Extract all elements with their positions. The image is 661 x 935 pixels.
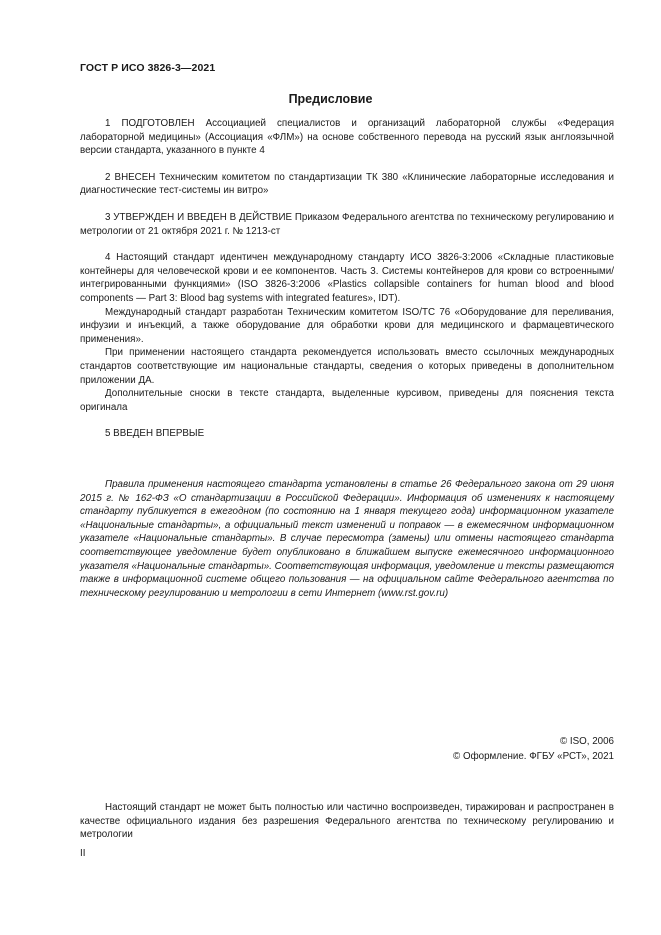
preface-item-2: 2 ВНЕСЕН Техническим комитетом по стандартизации ТК 380 «Клинические лабораторные исследования и диагностические тест-системы ин витро» (80, 171, 614, 197)
preface-item-5: 5 ВВЕДЕН ВПЕРВЫЕ (105, 428, 205, 440)
preface-body (80, 117, 614, 441)
copyright-design: © Оформление. ФГБУ «РСТ», 2021 (453, 750, 614, 762)
preface-item-4-footnote-info: Дополнительные сноски в тексте стандарта, выделенные курсивом, приведены для пояснения текста оригинала (80, 388, 614, 413)
standard-code-header: ГОСТ Р ИСО 3826-3—2021 (80, 62, 216, 74)
copyright-iso: © ISO, 2006 (559, 736, 614, 747)
copyright-block (453, 735, 614, 764)
preface-item-3: 3 УТВЕРЖДЕН И ВВЕДЕН В ДЕЙСТВИЕ Приказом Федерального агентства по техническому регулированию и метрологии от 21 октября 2021 г. № 1213-ст (80, 211, 614, 237)
page-title: Предисловие (288, 92, 373, 106)
preface-item-4-reference-info: При применении настоящего стандарта рекомендуется использовать вместо ссылочных международных стандартов соответствующие им национальные стандарты, сведения о которых приведены в дополнительном приложении ДА. (80, 347, 614, 386)
preface-item-4-tc-info: Международный стандарт разработан Техническим комитетом ISO/TC 76 «Оборудование для переливания, инфузии и инъекций, а также оборудование для обработки крови для медицинского и фармацевтического применения». (80, 306, 614, 345)
usage-rules-notice: Правила применения настоящего стандарта установлены в статье 26 Федерального закона от 29 июня 2015 г. № 162-ФЗ «О стандартизации в Российской Федерации». Информация об изменениях к настоящему стандарту публикуется в ежегодном (по состоянию на 1 января текущего года) информационном указателе «Национальные стандарты», а официальный текст изменений и поправок — в ежемесячном информационном указателе «Национальные стандарты». В случае пересмотра (замены) или отмены настоящего стандарта соответствующее уведомление будет опубликовано в ближайшем выпуске ежемесячного информационного указателя «Национальные стандарты». Соответствующая информация, уведомление и тексты размещаются также в информационной системе общего пользования — на официальном сайте Федерального агентства по техническому регулированию и метрологии в сети Интернет (www.rst.gov.ru) (80, 479, 614, 599)
reprint-notice: Настоящий стандарт не может быть полностью или частично воспроизведен, тиражирован и распространен в качестве официального издания без разрешения Федерального агентства по техническому регулированию и метрологии (80, 802, 614, 841)
preface-item-4: 4 Настоящий стандарт идентичен международному стандарту ИСО 3826-3:2006 «Складные пластиковые контейнеры для человеческой крови и ее компонентов. Часть 3. Системы контейнеров для крови со встроенными/интегрированными функциями» (ISO 3826-3:2006 «Plastics collapsible containers for human blood and blood components — Part 3: Blood bag systems with integrated features», IDT). (80, 252, 614, 304)
preface-item-1: 1 ПОДГОТОВЛЕН Ассоциацией специалистов и организаций лабораторной службы «Федерация лабораторной медицины» (Ассоциация «ФЛМ») на основе собственного перевода на русский язык англоязычной версии стандарта, указанного в пункте 4 (80, 118, 614, 157)
page-number: II (80, 848, 86, 859)
